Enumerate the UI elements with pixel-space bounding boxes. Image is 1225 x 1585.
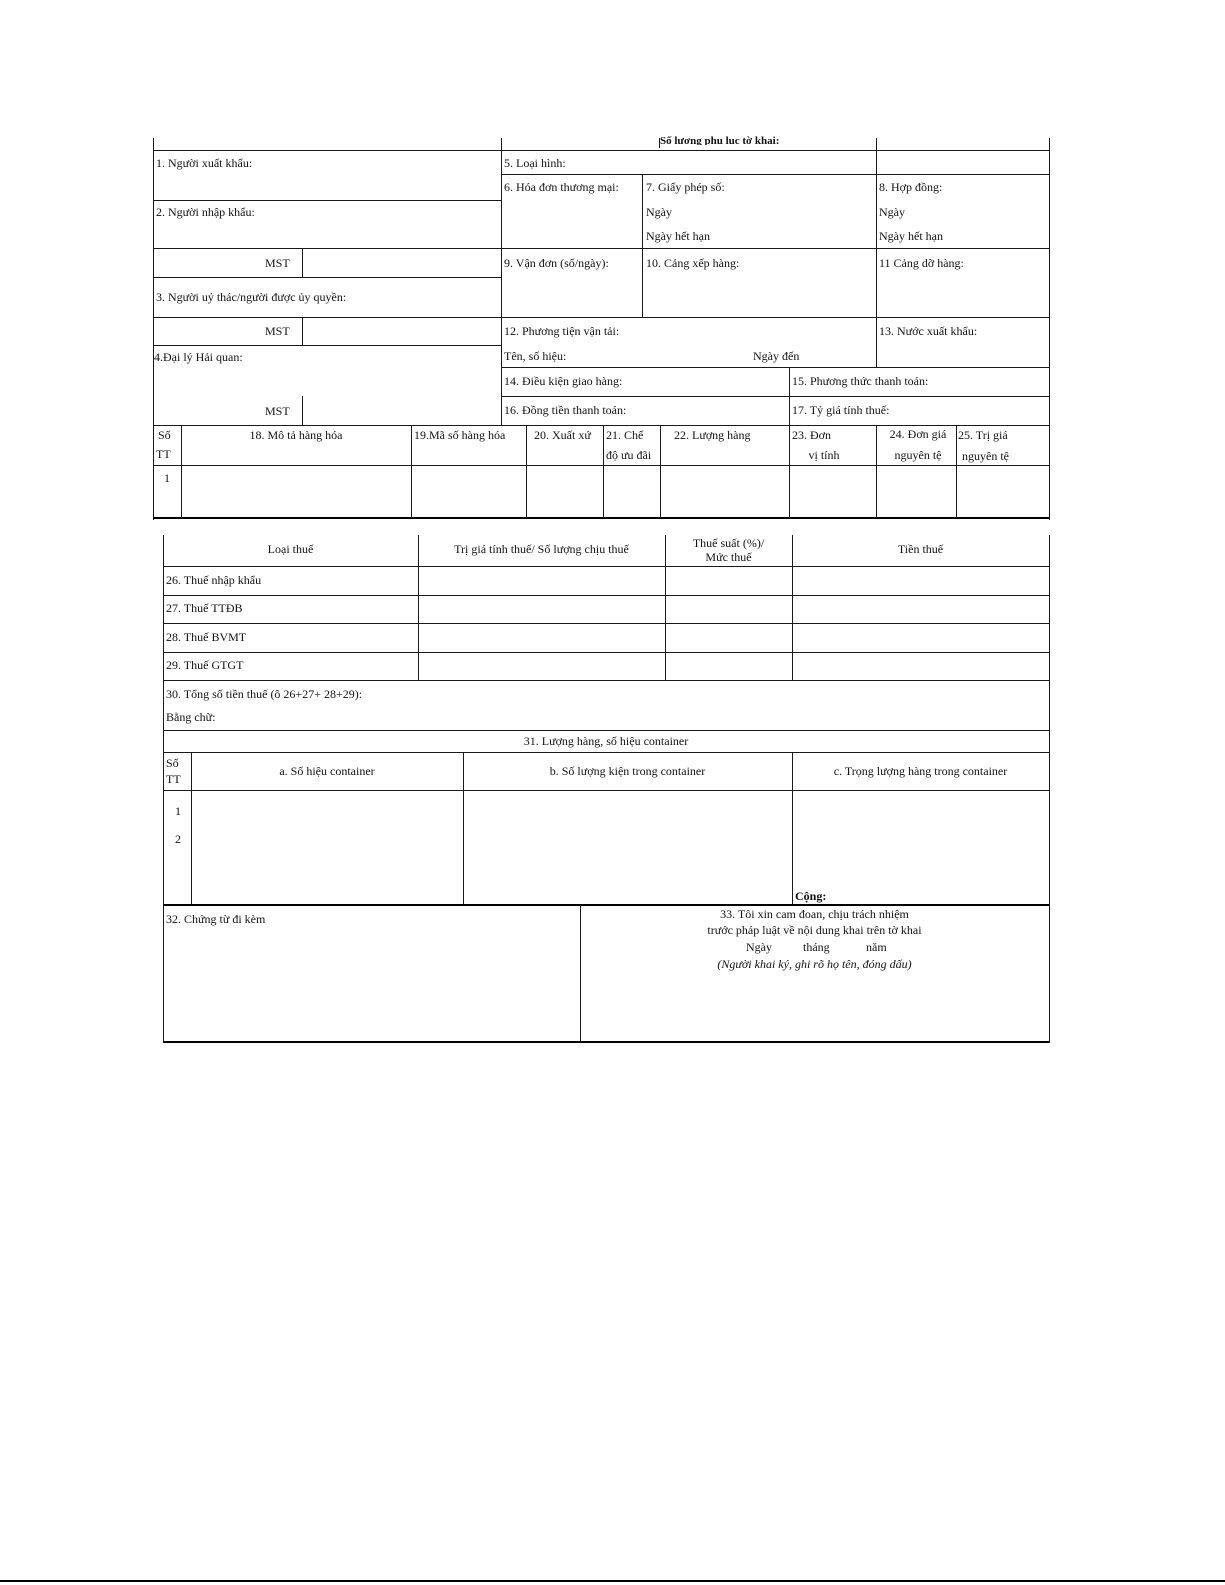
container-row-number: 1 [175,804,181,818]
tax-row-environment: 28. Thuế BVMT [166,630,247,644]
tax-frame-right [1049,535,1050,1043]
contract-expiry-label: Ngày hết hạn [879,229,943,243]
tax-row-line [163,623,1049,624]
goods-header-hs-code: 19.Mã số hàng hóa [414,428,506,442]
license-expiry-label: Ngày hết hạn [646,229,710,243]
tax-col [792,535,793,680]
goods-col [526,425,527,518]
tax-row-import: 26. Thuế nhập khẩu [166,573,262,587]
goods-header-unit-price: nguyên tệ [894,448,942,462]
goods-header-value: 25. Trị giá [958,428,1008,442]
tax-row-line [163,595,1049,596]
row-line [153,345,501,346]
mst-label-agent: MST [265,404,290,418]
payment-method-label: 15. Phương thức thanh toán: [792,374,929,388]
attached-documents-label: 32. Chứng từ đi kèm [166,912,266,926]
currency-label: 16. Đồng tiền thanh toán: [504,403,627,417]
tax-row-line [163,566,1049,567]
invoice-label: 6. Hóa đơn thương mại: [504,180,619,194]
tax-row-line [163,730,1049,731]
mst-divider [302,248,303,277]
contract-label: 8. Hợp đồng: [879,180,943,194]
goods-header-preference: 21. Chế [606,428,644,442]
goods-header-quantity: 22. Lượng hàng [674,428,751,442]
divider-mid [501,138,502,426]
tax-row-line [163,652,1049,653]
tax-total-words: Bằng chữ: [166,710,216,724]
goods-col [876,425,877,518]
goods-header-preference: độ ưu đãi [606,448,652,462]
tax-header-type: Loại thuế [267,542,314,556]
goods-col [603,425,604,518]
delivery-terms-label: 14. Điều kiện giao hàng: [504,374,623,388]
goods-header-description: 18. Mô tả hàng hóa [249,428,343,442]
goods-col [789,425,790,518]
page-bottom-rule [0,1580,1225,1582]
tax-row-vat: 29. Thuế GTGT [166,658,244,672]
declaration-day: Ngày [746,940,772,954]
cell-divider [789,367,790,425]
tax-total-label: 30. Tổng số tiền thuế (ô 26+27+ 28+29): [166,687,363,701]
license-label: 7. Giấy phép số: [646,180,725,194]
contract-date-label: Ngày [879,205,905,219]
goods-header-stt: TT [156,447,171,461]
row-line [501,367,1049,368]
declaration-signature-note: (Người khai ký, ghi rõ họ tên, đóng dấu) [717,957,912,971]
customs-agent-label: 4.Đại lý Hải quan: [154,350,243,364]
tax-header-amount: Tiền thuế [897,542,944,556]
container-total: Cộng: [795,889,827,903]
row-line [153,277,501,278]
row-line [153,425,1049,426]
tax-header-rate: Thuế suất (%)/ [692,536,765,550]
bill-of-lading-label: 9. Vận đơn (số/ngày): [504,256,609,270]
tax-header-rate: Mức thuế [705,550,752,564]
declaration-statement: 33. Tôi xin cam đoan, chịu trách nhiệm [720,907,909,921]
mst-divider [302,396,303,425]
exchange-rate-label: 17. Tỷ giá tính thuế: [792,403,890,417]
cut-header: Số lượng phụ lục tờ khai: [660,136,780,145]
frame-left [153,138,154,520]
tax-row-line [163,752,1049,753]
tax-row-line [163,904,1049,906]
row-line [153,248,1049,249]
cell-divider [642,174,643,317]
mst-divider [302,317,303,345]
divider-right [876,138,877,368]
container-header-number: a. Số hiệu container [279,764,375,778]
license-date-label: Ngày [646,205,672,219]
goods-header-unit-price: 24. Đơn giá [889,427,947,441]
export-country-label: 13. Nước xuất khẩu: [879,324,978,338]
goods-col [660,425,661,518]
cut-header-tick [659,138,660,148]
goods-header-origin: 20. Xuất xứ [534,428,591,442]
container-header-weight: c. Trọng lượng hàng trong container [833,764,1008,778]
row-line [153,317,1049,318]
container-title: 31. Lượng hàng, số hiệu container [523,734,689,748]
tax-col [418,535,419,680]
tax-header-value: Trị giá tính thuế/ Số lượng chịu thuế [454,542,629,556]
container-header-packages: b. Số lượng kiện trong container [549,764,706,778]
tax-row-line [163,1041,1049,1043]
tax-row-special: 27. Thuế TTĐB [166,601,243,615]
container-row-number: 2 [175,832,181,846]
transport-name-label: Tên, số hiệu: [504,349,567,363]
goods-header-unit: vị tính [808,448,840,462]
importer-label: 2. Người nhập khẩu: [156,205,255,219]
mst-label-importer: MST [265,256,290,270]
authorized-party-label: 3. Người uỷ thác/người được ủy quyền: [156,290,347,304]
declaration-month: tháng [803,940,830,954]
row-line [153,150,1049,151]
goods-col [411,425,412,518]
row-line [153,200,501,201]
exporter-label: 1. Người xuất khẩu: [156,156,253,170]
tax-frame-left [163,535,164,1043]
row-line [153,465,1049,466]
container-header-stt: TT [166,772,181,786]
mst-label-authorized: MST [265,324,290,338]
unloading-port-label: 11 Cảng dỡ hàng: [879,256,964,270]
goods-header-value: nguyên tệ [962,449,1009,463]
transport-label: 12. Phương tiện vận tải: [504,324,620,338]
goods-header-stt: Số [158,428,171,442]
tax-row-line [163,680,1049,681]
row-line [153,517,1049,519]
loading-port-label: 10. Cảng xếp hàng: [646,256,740,270]
arrival-date-label: Ngày đến [753,349,800,363]
goods-header-unit: 23. Đơn [792,428,832,442]
declaration-year: năm [866,940,887,954]
declaration-statement: trước pháp luật về nội dung khai trên tờ khai [707,923,922,937]
row-line [501,396,1049,397]
type-label: 5. Loại hình: [504,156,566,170]
row-line [501,174,1049,175]
tax-row-line [163,790,1049,791]
goods-row-number: 1 [164,471,170,485]
frame-right [1049,138,1050,520]
container-header-stt: Số [166,756,179,770]
